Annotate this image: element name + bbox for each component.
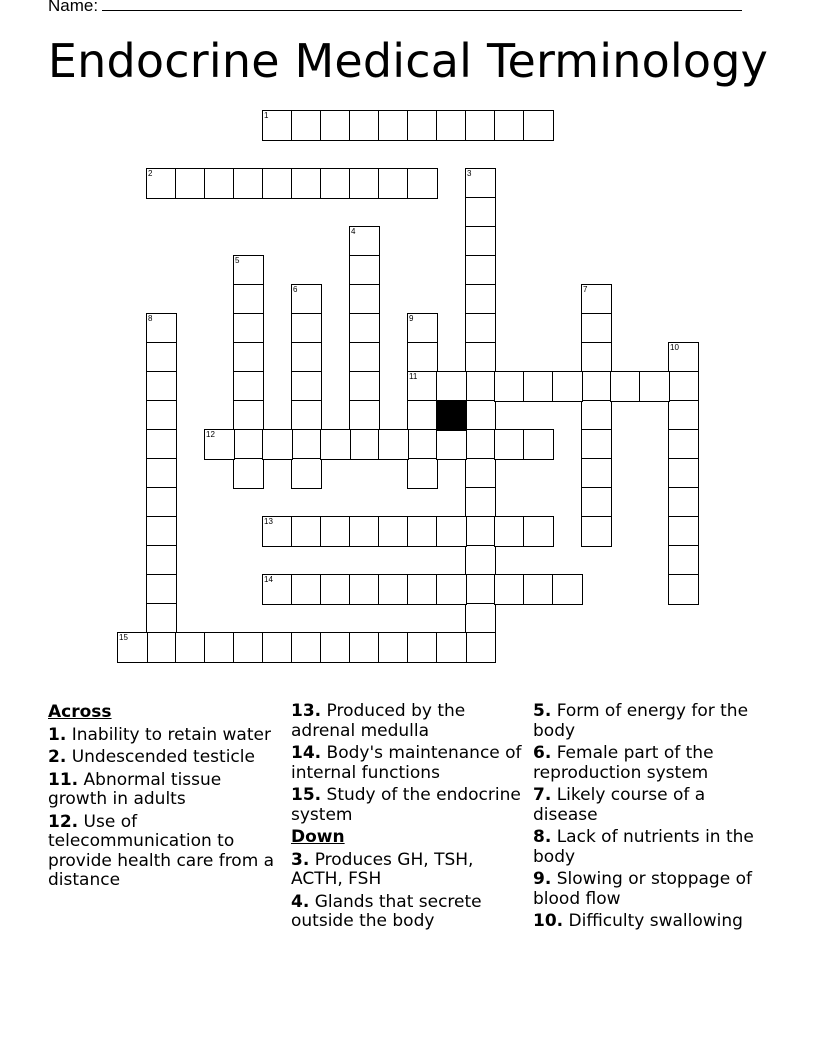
grid-cell[interactable] xyxy=(581,458,612,489)
grid-cell[interactable] xyxy=(668,371,699,402)
grid-cell[interactable] xyxy=(291,516,322,547)
grid-cell[interactable] xyxy=(233,342,264,373)
grid-cell[interactable] xyxy=(320,110,351,141)
grid-cell[interactable] xyxy=(262,429,293,460)
grid-cell[interactable] xyxy=(291,574,322,605)
grid-cell[interactable] xyxy=(349,342,380,373)
grid-cell[interactable] xyxy=(465,168,496,199)
grid-cell[interactable] xyxy=(581,487,612,518)
grid-cell[interactable] xyxy=(465,255,496,286)
clue-number: 15 xyxy=(119,633,128,642)
grid-cell[interactable] xyxy=(465,574,496,605)
clue-number: 13 xyxy=(264,517,273,526)
grid-cell[interactable] xyxy=(349,400,380,431)
grid-cell[interactable] xyxy=(146,400,177,431)
grid-cell[interactable] xyxy=(349,255,380,286)
grid-cell[interactable] xyxy=(233,313,264,344)
clue-number: 4 xyxy=(351,227,356,236)
grid-cell[interactable] xyxy=(146,516,177,547)
grid-cell[interactable] xyxy=(581,429,612,460)
grid-cell[interactable] xyxy=(146,371,177,402)
grid-cell[interactable] xyxy=(291,284,322,315)
grid-cell[interactable] xyxy=(233,168,264,199)
grid-cell[interactable] xyxy=(465,110,496,141)
grid-cell[interactable] xyxy=(146,429,177,460)
grid-cell[interactable] xyxy=(233,284,264,315)
grid-cell[interactable] xyxy=(146,574,177,605)
grid-cell[interactable] xyxy=(639,371,670,402)
grid-cell[interactable] xyxy=(407,574,438,605)
grid-cell[interactable] xyxy=(581,342,612,373)
clue-number: 9 xyxy=(409,314,414,323)
grid-cell[interactable] xyxy=(378,168,409,199)
clue-across-2: 2. Undescended testicle xyxy=(48,747,255,767)
grid-cell[interactable] xyxy=(204,168,235,199)
clue-number: 14 xyxy=(264,575,273,584)
clue-across-14: 14. Body's maintenance of internal functions xyxy=(291,743,522,783)
grid-cell[interactable] xyxy=(291,342,322,373)
clue-across-11: 11. Abnormal tissue growth in adults xyxy=(48,769,222,809)
grid-cell[interactable] xyxy=(494,429,525,460)
grid-cell[interactable] xyxy=(233,371,264,402)
grid-cell[interactable] xyxy=(320,429,351,460)
clue-down-3: 3. Produces GH, TSH, ACTH, FSH xyxy=(291,849,474,889)
clue-number: 11 xyxy=(409,372,418,381)
grid-cell[interactable] xyxy=(407,110,438,141)
clue-number: 8 xyxy=(148,314,153,323)
grid-cell[interactable] xyxy=(349,168,380,199)
grid-cell[interactable] xyxy=(668,458,699,489)
grid-cell[interactable] xyxy=(668,342,699,373)
grid-cell[interactable] xyxy=(436,574,467,605)
grid-cell[interactable] xyxy=(523,574,554,605)
grid-cell[interactable] xyxy=(233,429,264,460)
grid-cell[interactable] xyxy=(233,400,264,431)
grid-cell[interactable] xyxy=(349,284,380,315)
clue-down-9: 9. Slowing or stoppage of blood flow xyxy=(533,869,752,909)
grid-cell[interactable] xyxy=(262,632,293,663)
grid-cell[interactable] xyxy=(465,284,496,315)
grid-cell[interactable] xyxy=(610,371,641,402)
grid-cell[interactable] xyxy=(233,632,264,663)
grid-cell[interactable] xyxy=(146,545,177,576)
grid-cell[interactable] xyxy=(349,429,380,460)
grid-cell[interactable] xyxy=(465,545,496,576)
grid-cell[interactable] xyxy=(494,371,525,402)
grid-cell[interactable] xyxy=(378,429,409,460)
grid-cell[interactable] xyxy=(465,487,496,518)
grid-cell[interactable] xyxy=(494,110,525,141)
grid-cell[interactable] xyxy=(320,574,351,605)
clue-down-4: 4. Glands that secrete outside the body xyxy=(291,891,482,931)
grid-cell[interactable] xyxy=(581,284,612,315)
grid-cell[interactable] xyxy=(291,632,322,663)
grid-cell[interactable] xyxy=(146,487,177,518)
grid-cell[interactable] xyxy=(407,632,438,663)
clue-down-7: 7. Likely course of a disease xyxy=(533,785,706,825)
grid-cell[interactable] xyxy=(436,429,467,460)
clue-number: 2 xyxy=(148,169,153,178)
grid-cell[interactable] xyxy=(349,574,380,605)
grid-cell[interactable] xyxy=(146,632,177,663)
clue-column-3 xyxy=(533,702,773,935)
grid-cell[interactable] xyxy=(668,545,699,576)
grid-cell[interactable] xyxy=(262,110,293,141)
grid-cell[interactable] xyxy=(349,110,380,141)
clue-down-8: 8. Lack of nutrients in the body xyxy=(533,827,754,867)
grid-cell[interactable] xyxy=(175,632,206,663)
grid-cell[interactable] xyxy=(552,371,583,402)
grid-cell[interactable] xyxy=(378,574,409,605)
grid-cell[interactable] xyxy=(146,603,177,634)
grid-cell[interactable] xyxy=(436,516,467,547)
grid-cell[interactable] xyxy=(291,371,322,402)
grid-cell[interactable] xyxy=(581,371,612,402)
clue-column-2 xyxy=(291,702,527,935)
grid-cell[interactable] xyxy=(146,313,177,344)
clue-across-12: 12. Use of telecommunication to provide health care from a distance xyxy=(48,811,275,890)
clue-number: 3 xyxy=(467,169,472,178)
grid-cell[interactable] xyxy=(465,458,496,489)
clue-number: 6 xyxy=(293,285,298,294)
clue-down-10: 10. Difficulty swallowing xyxy=(533,911,743,931)
grid-cell[interactable] xyxy=(349,371,380,402)
grid-cell[interactable] xyxy=(407,516,438,547)
grid-cell[interactable] xyxy=(146,168,177,199)
grid-cell[interactable] xyxy=(349,632,380,663)
clue-column-1 xyxy=(48,702,284,894)
grid-cell[interactable] xyxy=(407,168,438,199)
grid-cell[interactable] xyxy=(581,516,612,547)
grid-cell[interactable] xyxy=(465,603,496,634)
grid-cell[interactable] xyxy=(581,400,612,431)
grid-cell[interactable] xyxy=(320,168,351,199)
clue-number: 10 xyxy=(670,343,679,352)
clue-across-1: 1. Inability to retain water xyxy=(48,724,271,745)
grid-cell[interactable] xyxy=(465,226,496,257)
grid-cell[interactable] xyxy=(668,429,699,460)
clue-down-6: 6. Female part of the reproduction system xyxy=(533,743,714,783)
grid-cell[interactable] xyxy=(204,632,235,663)
grid-cell[interactable] xyxy=(523,429,554,460)
grid-cell[interactable] xyxy=(668,400,699,431)
grid-cell[interactable] xyxy=(146,342,177,373)
page-title: Endocrine Medical Terminology xyxy=(47,34,769,88)
grid-cell[interactable] xyxy=(407,429,438,460)
grid-cell[interactable] xyxy=(349,516,380,547)
grid-cell[interactable] xyxy=(146,458,177,489)
grid-cell[interactable] xyxy=(407,458,438,489)
grid-cell[interactable] xyxy=(465,429,496,460)
grid-cell[interactable] xyxy=(523,371,554,402)
grid-cell[interactable] xyxy=(262,168,293,199)
grid-cell[interactable] xyxy=(407,342,438,373)
grid-cell[interactable] xyxy=(436,371,467,402)
grid-cell[interactable] xyxy=(465,632,496,663)
grid-cell[interactable] xyxy=(436,632,467,663)
grid-cell[interactable] xyxy=(494,574,525,605)
grid-cell[interactable] xyxy=(465,197,496,228)
grid-cell[interactable] xyxy=(378,632,409,663)
grid-cell[interactable] xyxy=(668,487,699,518)
clue-down-5: 5. Form of energy for the body xyxy=(533,701,749,741)
grid-cell[interactable] xyxy=(117,632,148,663)
grid-cell[interactable] xyxy=(291,313,322,344)
grid-cell[interactable] xyxy=(436,110,467,141)
grid-cell[interactable] xyxy=(668,574,699,605)
grid-cell[interactable] xyxy=(262,574,293,605)
grid-cell[interactable] xyxy=(668,516,699,547)
grid-cell[interactable] xyxy=(523,516,554,547)
grid-cell[interactable] xyxy=(407,313,438,344)
grid-cell[interactable] xyxy=(407,371,438,402)
grid-cell[interactable] xyxy=(465,371,496,402)
grid-cell[interactable] xyxy=(349,313,380,344)
grid-cell[interactable] xyxy=(320,632,351,663)
name-label: Name: xyxy=(48,0,99,15)
grid-cell[interactable] xyxy=(465,313,496,344)
clue-number: 7 xyxy=(583,285,588,294)
grid-cell[interactable] xyxy=(465,400,496,431)
clue-number: 12 xyxy=(206,430,215,439)
across-heading: Across xyxy=(48,702,112,722)
grid-cell[interactable] xyxy=(320,516,351,547)
grid-cell[interactable] xyxy=(494,516,525,547)
grid-cell[interactable] xyxy=(291,168,322,199)
grid-cell[interactable] xyxy=(552,574,583,605)
grid-cell[interactable] xyxy=(291,429,322,460)
clue-number: 5 xyxy=(235,256,240,265)
grid-cell[interactable] xyxy=(291,110,322,141)
clue-across-13: 13. Produced by the adrenal medulla xyxy=(291,701,466,741)
grid-cell[interactable] xyxy=(291,458,322,489)
clue-across-15: 15. Study of the endocrine system xyxy=(291,785,521,825)
grid-cell[interactable] xyxy=(465,516,496,547)
grid-cell[interactable] xyxy=(175,168,206,199)
black-cell xyxy=(436,400,467,431)
grid-cell[interactable] xyxy=(523,110,554,141)
grid-cell[interactable] xyxy=(204,429,235,460)
down-heading: Down xyxy=(291,827,345,847)
grid-cell[interactable] xyxy=(378,110,409,141)
grid-cell[interactable] xyxy=(581,313,612,344)
grid-cell[interactable] xyxy=(233,458,264,489)
grid-cell[interactable] xyxy=(291,400,322,431)
clue-number: 1 xyxy=(264,111,269,120)
grid-cell[interactable] xyxy=(407,400,438,431)
grid-cell[interactable] xyxy=(349,226,380,257)
grid-cell[interactable] xyxy=(378,516,409,547)
grid-cell[interactable] xyxy=(262,516,293,547)
grid-cell[interactable] xyxy=(465,342,496,373)
grid-cell[interactable] xyxy=(233,255,264,286)
